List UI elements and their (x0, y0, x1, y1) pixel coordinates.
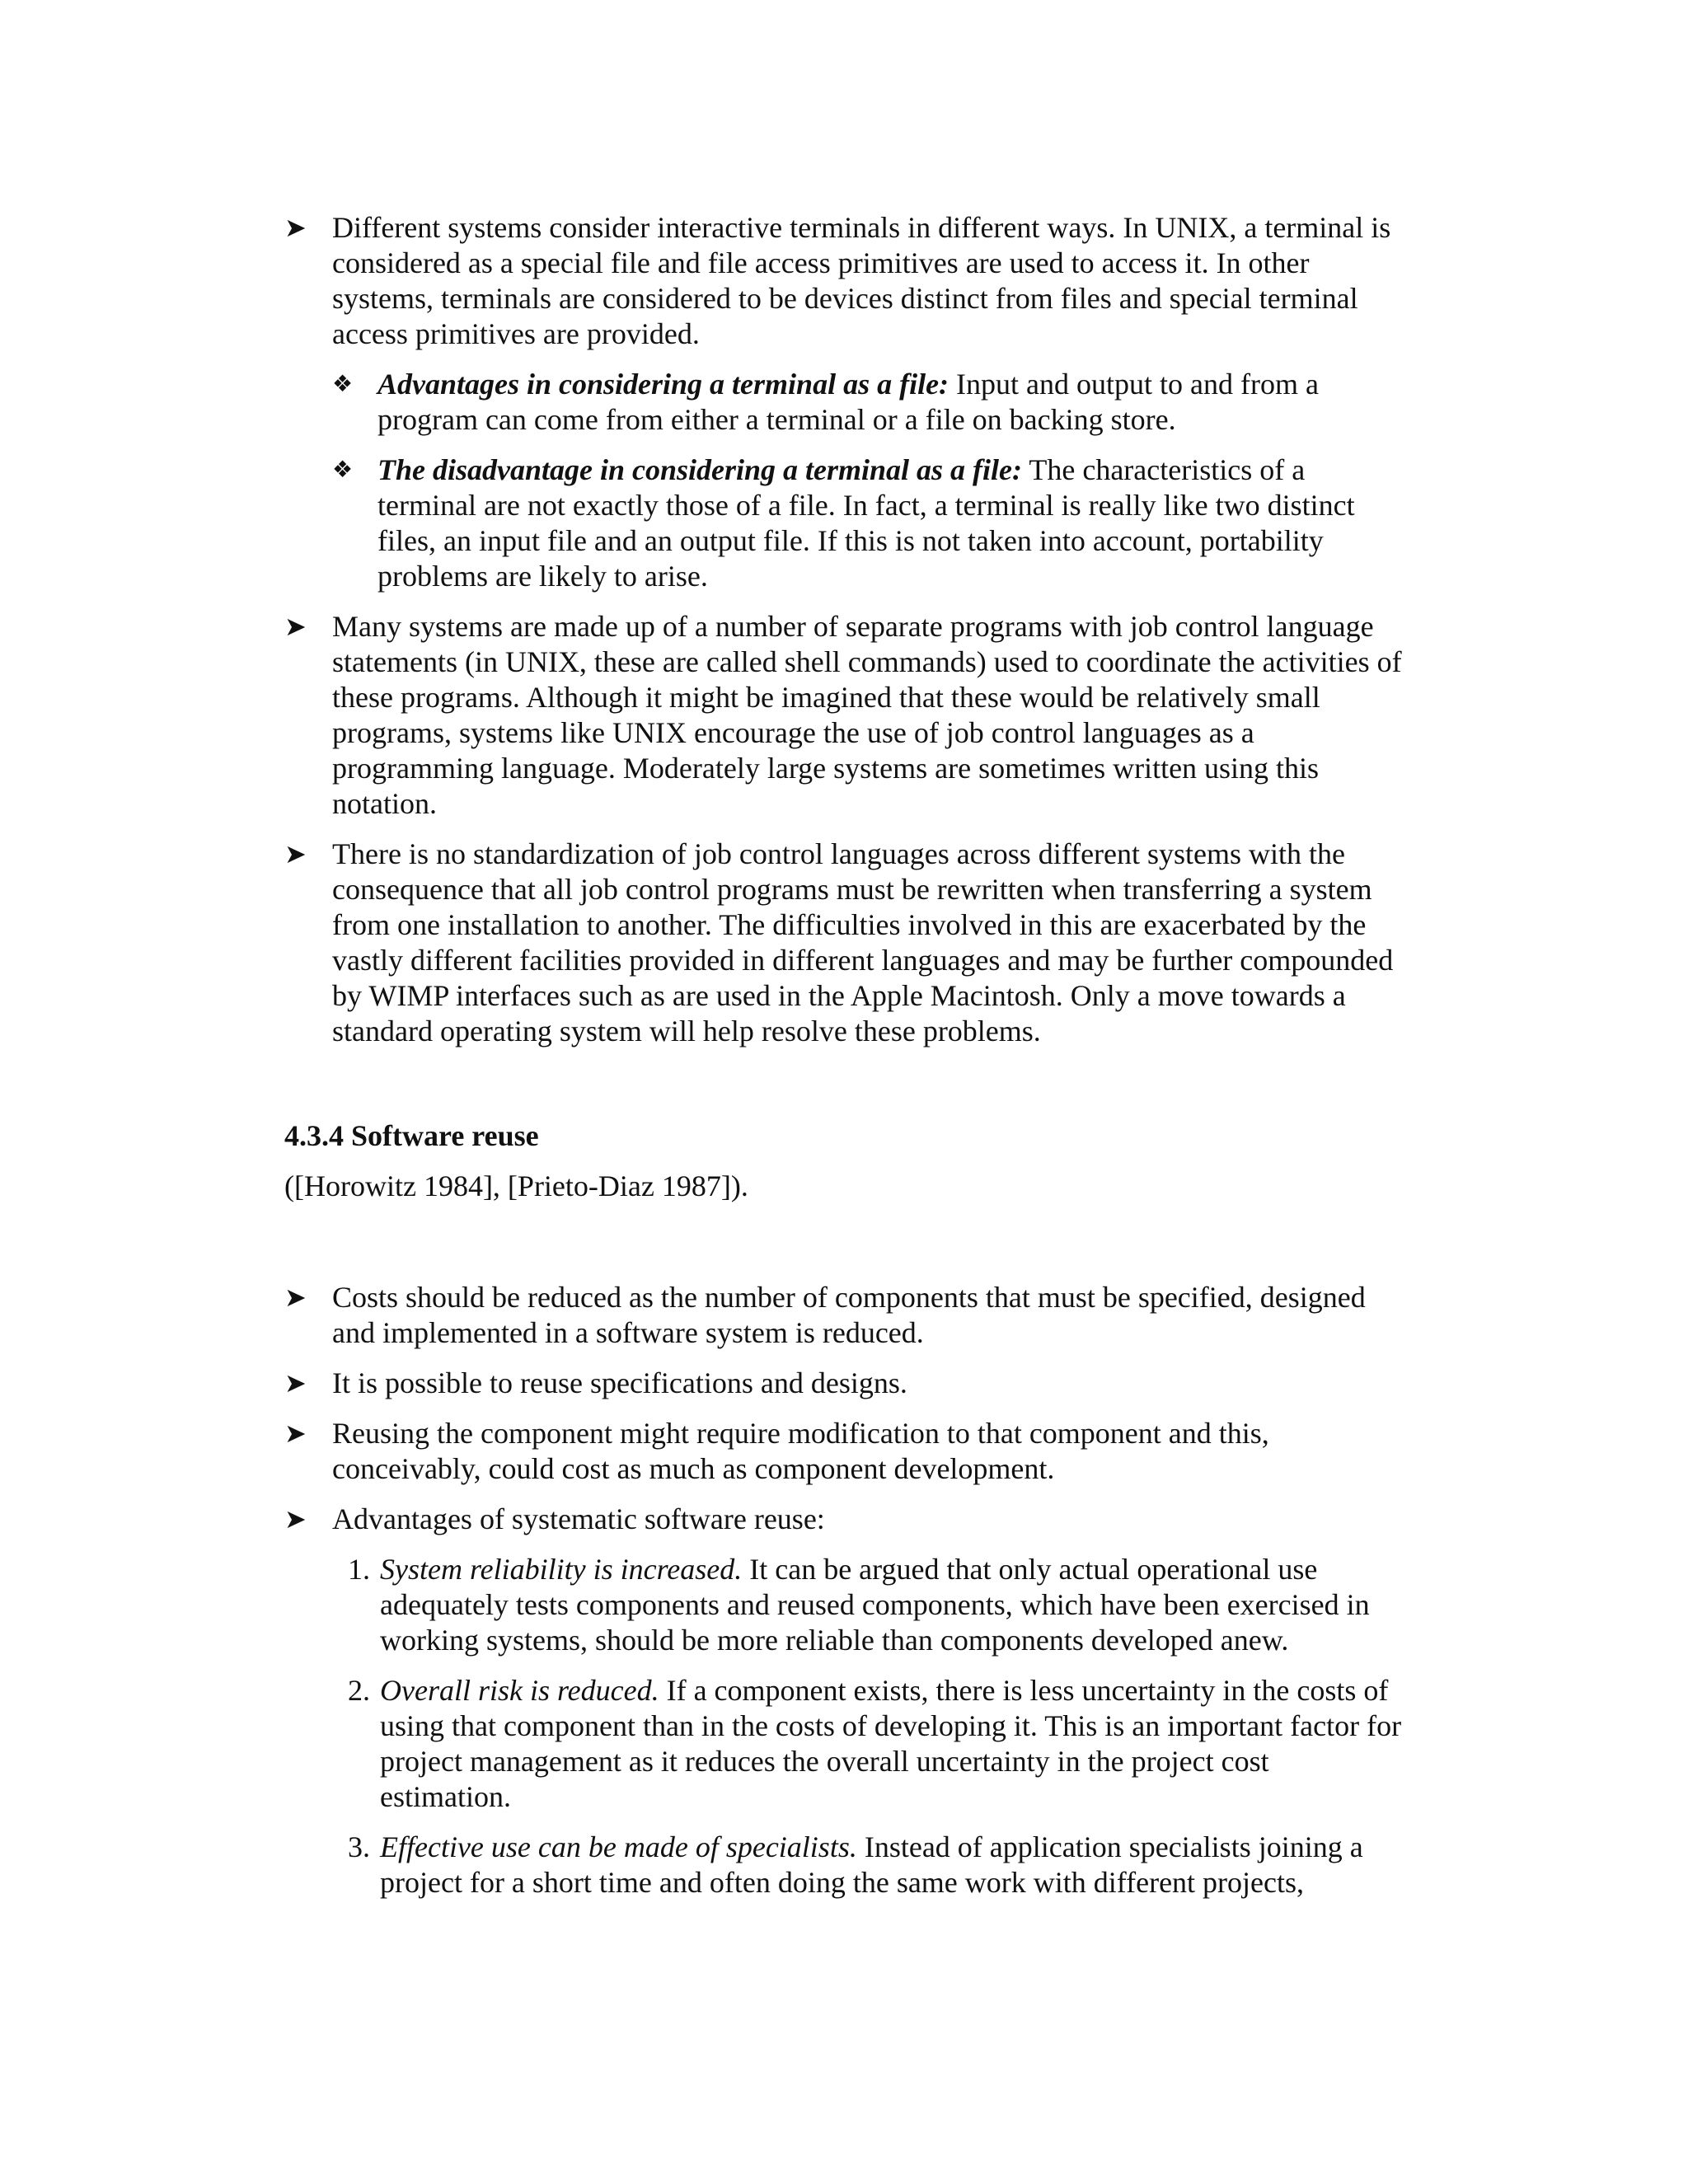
advantages-numbered-list (332, 1552, 1405, 1900)
bullet-item (284, 1280, 1405, 1351)
bullet-item (284, 837, 1405, 1049)
bullet-text: There is no standardization of job control languages across different systems with the consequence that all job control programs must be rewritten when transferring a system from one installation to another. The difficulties involved in this are exacerbated by the vastly different facilities provided in different languages and may be further compounded by WIMP interfaces such as are used in the Apple Macintosh. Only a move towards a standard operating system will help resolve these problems. (332, 837, 1394, 1047)
numbered-item-title: Overall risk is reduced. (380, 1674, 659, 1707)
item-number: 1. (348, 1553, 370, 1586)
numbered-item-text: It can be argued that only actual operational use adequately tests components and reused components, which have been exercised in working systems, should be more reliable than components developed anew. (380, 1553, 1370, 1657)
arrow-bullet-icon: ➤ (284, 1368, 307, 1398)
arrow-bullet-icon: ➤ (284, 1418, 307, 1448)
item-number: 2. (348, 1674, 370, 1707)
arrow-bullet-icon: ➤ (284, 213, 307, 242)
terminal-bullet-list (284, 210, 1405, 1049)
numbered-item-title: System reliability is increased. (380, 1553, 743, 1586)
software-reuse-bullet-list (284, 1280, 1405, 1900)
bullet-text: Different systems consider interactive terminals in different ways. In UNIX, a terminal is considered as a special file and file access primitives are used to access it. In other systems, terminals are considered to be devices distinct from files and special terminal access primitives are provided. (332, 211, 1391, 350)
numbered-item (332, 1830, 1405, 1900)
diamond-sub-list (332, 367, 1405, 594)
bullet-text: Many systems are made up of a number of separate programs with job control language statements (in UNIX, these are called shell commands) used to coordinate the activities of these programs. Although it might be imagined that these would be relatively small programs, systems like UNIX encourage the use of job control languages as a programming language. Moderately large systems are sometimes written using this notation. (332, 610, 1402, 820)
numbered-item-text: Instead of application specialists joining a project for a short time and often doing the same work with different projects, (380, 1830, 1363, 1899)
bullet-item (284, 1416, 1405, 1487)
arrow-bullet-icon: ➤ (284, 612, 307, 641)
numbered-item (332, 1673, 1405, 1815)
sub-bullet-item (332, 452, 1405, 594)
bullet-item (284, 1366, 1405, 1401)
bullet-text: Reusing the component might require modification to that component and this, conceivably, could cost as much as component development. (332, 1417, 1269, 1485)
item-number: 3. (348, 1830, 370, 1863)
bullet-text: Advantages of systematic software reuse: (332, 1502, 825, 1535)
numbered-item (332, 1552, 1405, 1658)
bullet-text: It is possible to reuse specifications and designs. (332, 1366, 907, 1399)
bullet-item (284, 210, 1405, 594)
sub-bullet-item (332, 367, 1405, 438)
bullet-text: Costs should be reduced as the number of components that must be specified, designed and implemented in a software system is reduced. (332, 1281, 1366, 1349)
diamond-bullet-icon: ❖ (332, 457, 354, 483)
sub-bullet-title: The disadvantage in considering a terminal as a file: (377, 453, 1023, 486)
bullet-item (284, 1502, 1405, 1900)
diamond-bullet-icon: ❖ (332, 372, 354, 397)
sub-bullet-text: The characteristics of a terminal are not exactly those of a file. In fact, a terminal is really like two distinct files, an input file and an output file. If this is not taken into account, portability problems are likely to arise. (377, 453, 1355, 593)
reference-citation: ([Horowitz 1984], [Prieto-Diaz 1987]). (284, 1169, 748, 1202)
arrow-bullet-icon: ➤ (284, 1504, 307, 1534)
arrow-bullet-icon: ➤ (284, 839, 307, 869)
arrow-bullet-icon: ➤ (284, 1282, 307, 1312)
section-heading: 4.3.4 Software reuse (284, 1119, 539, 1152)
bullet-item (284, 609, 1405, 822)
numbered-item-title: Effective use can be made of specialists. (380, 1830, 857, 1863)
sub-bullet-title: Advantages in considering a terminal as a file: (377, 368, 950, 401)
document-page (284, 210, 1405, 1915)
numbered-item-text: If a component exists, there is less uncertainty in the costs of using that component than in the costs of developing it. This is an important factor for project management as it reduces the overall uncertainty in the project cost estimation. (380, 1674, 1402, 1813)
sub-bullet-text: Input and output to and from a program can come from either a terminal or a file on backing store. (377, 368, 1319, 436)
